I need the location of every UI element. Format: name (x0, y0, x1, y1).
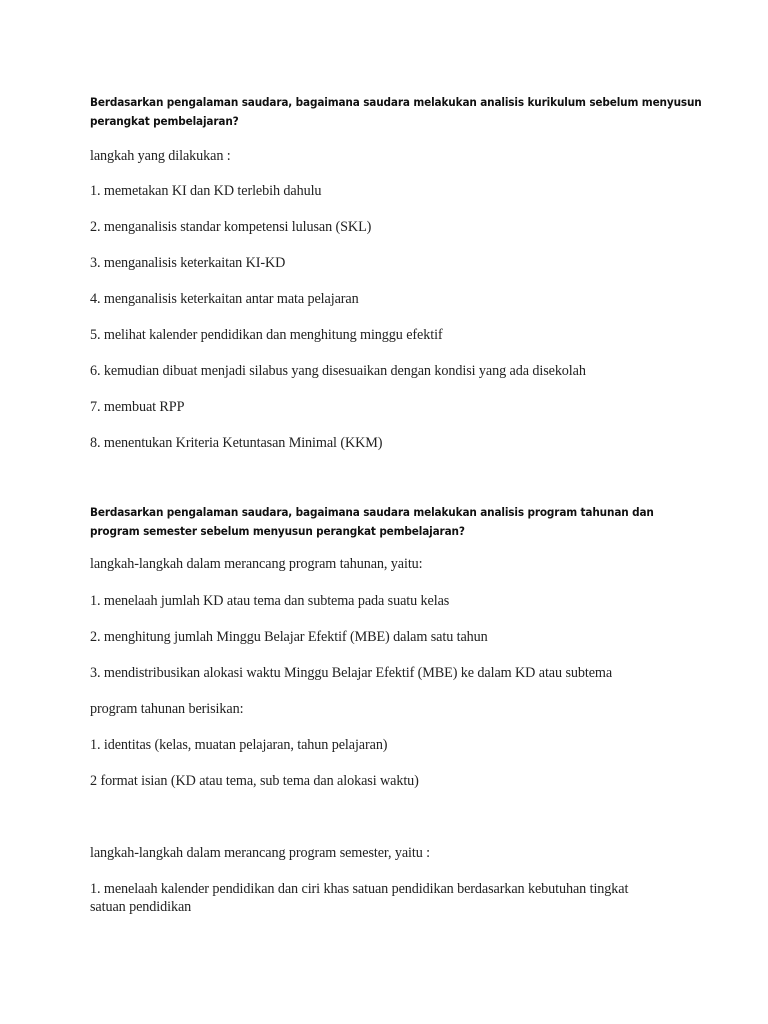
question-1-line-2: perangkat pembelajaran? (90, 114, 239, 128)
annual-contents-intro: program tahunan berisikan: (90, 701, 244, 717)
question-1-line-1: Berdasarkan pengalaman saudara, bagaimana saudara melakukan analisis kurikulum sebelum menyusun (90, 95, 702, 109)
list-item: 2. menghitung jumlah Minggu Belajar Efektif (MBE) dalam satu tahun (90, 629, 488, 645)
list-item: 1. menelaah kalender pendidikan dan ciri khas satuan pendidikan berdasarkan kebutuhan tingkat (90, 881, 629, 897)
list-item: 1. memetakan KI dan KD terlebih dahulu (90, 183, 322, 199)
list-item: 7. membuat RPP (90, 399, 185, 415)
list-item: 2. menganalisis standar kompetensi lulusan (SKL) (90, 219, 372, 235)
annual-program-intro: langkah-langkah dalam merancang program tahunan, yaitu: (90, 556, 423, 572)
list-item: 4. menganalisis keterkaitan antar mata pelajaran (90, 291, 359, 307)
curriculum-steps-intro: langkah yang dilakukan : (90, 148, 231, 164)
list-item-continuation: satuan pendidikan (90, 899, 192, 915)
semester-program-intro: langkah-langkah dalam merancang program semester, yaitu : (90, 845, 431, 861)
list-item: 1. menelaah jumlah KD atau tema dan subtema pada suatu kelas (90, 593, 450, 609)
list-item: 6. kemudian dibuat menjadi silabus yang disesuaikan dengan kondisi yang ada disekolah (90, 363, 586, 379)
question-2-line-2: program semester sebelum menyusun perangkat pembelajaran? (90, 524, 465, 538)
list-item: 1. identitas (kelas, muatan pelajaran, tahun pelajaran) (90, 737, 388, 753)
list-item: 5. melihat kalender pendidikan dan menghitung minggu efektif (90, 327, 443, 343)
list-item: 3. mendistribusikan alokasi waktu Minggu Belajar Efektif (MBE) ke dalam KD atau subtema (90, 665, 613, 681)
list-item: 3. menganalisis keterkaitan KI-KD (90, 255, 286, 271)
list-item: 2 format isian (KD atau tema, sub tema dan alokasi waktu) (90, 773, 419, 789)
list-item: 8. menentukan Kriteria Ketuntasan Minimal (KKM) (90, 435, 383, 451)
question-2-line-1: Berdasarkan pengalaman saudara, bagaimana saudara melakukan analisis program tahunan dan (90, 505, 654, 519)
